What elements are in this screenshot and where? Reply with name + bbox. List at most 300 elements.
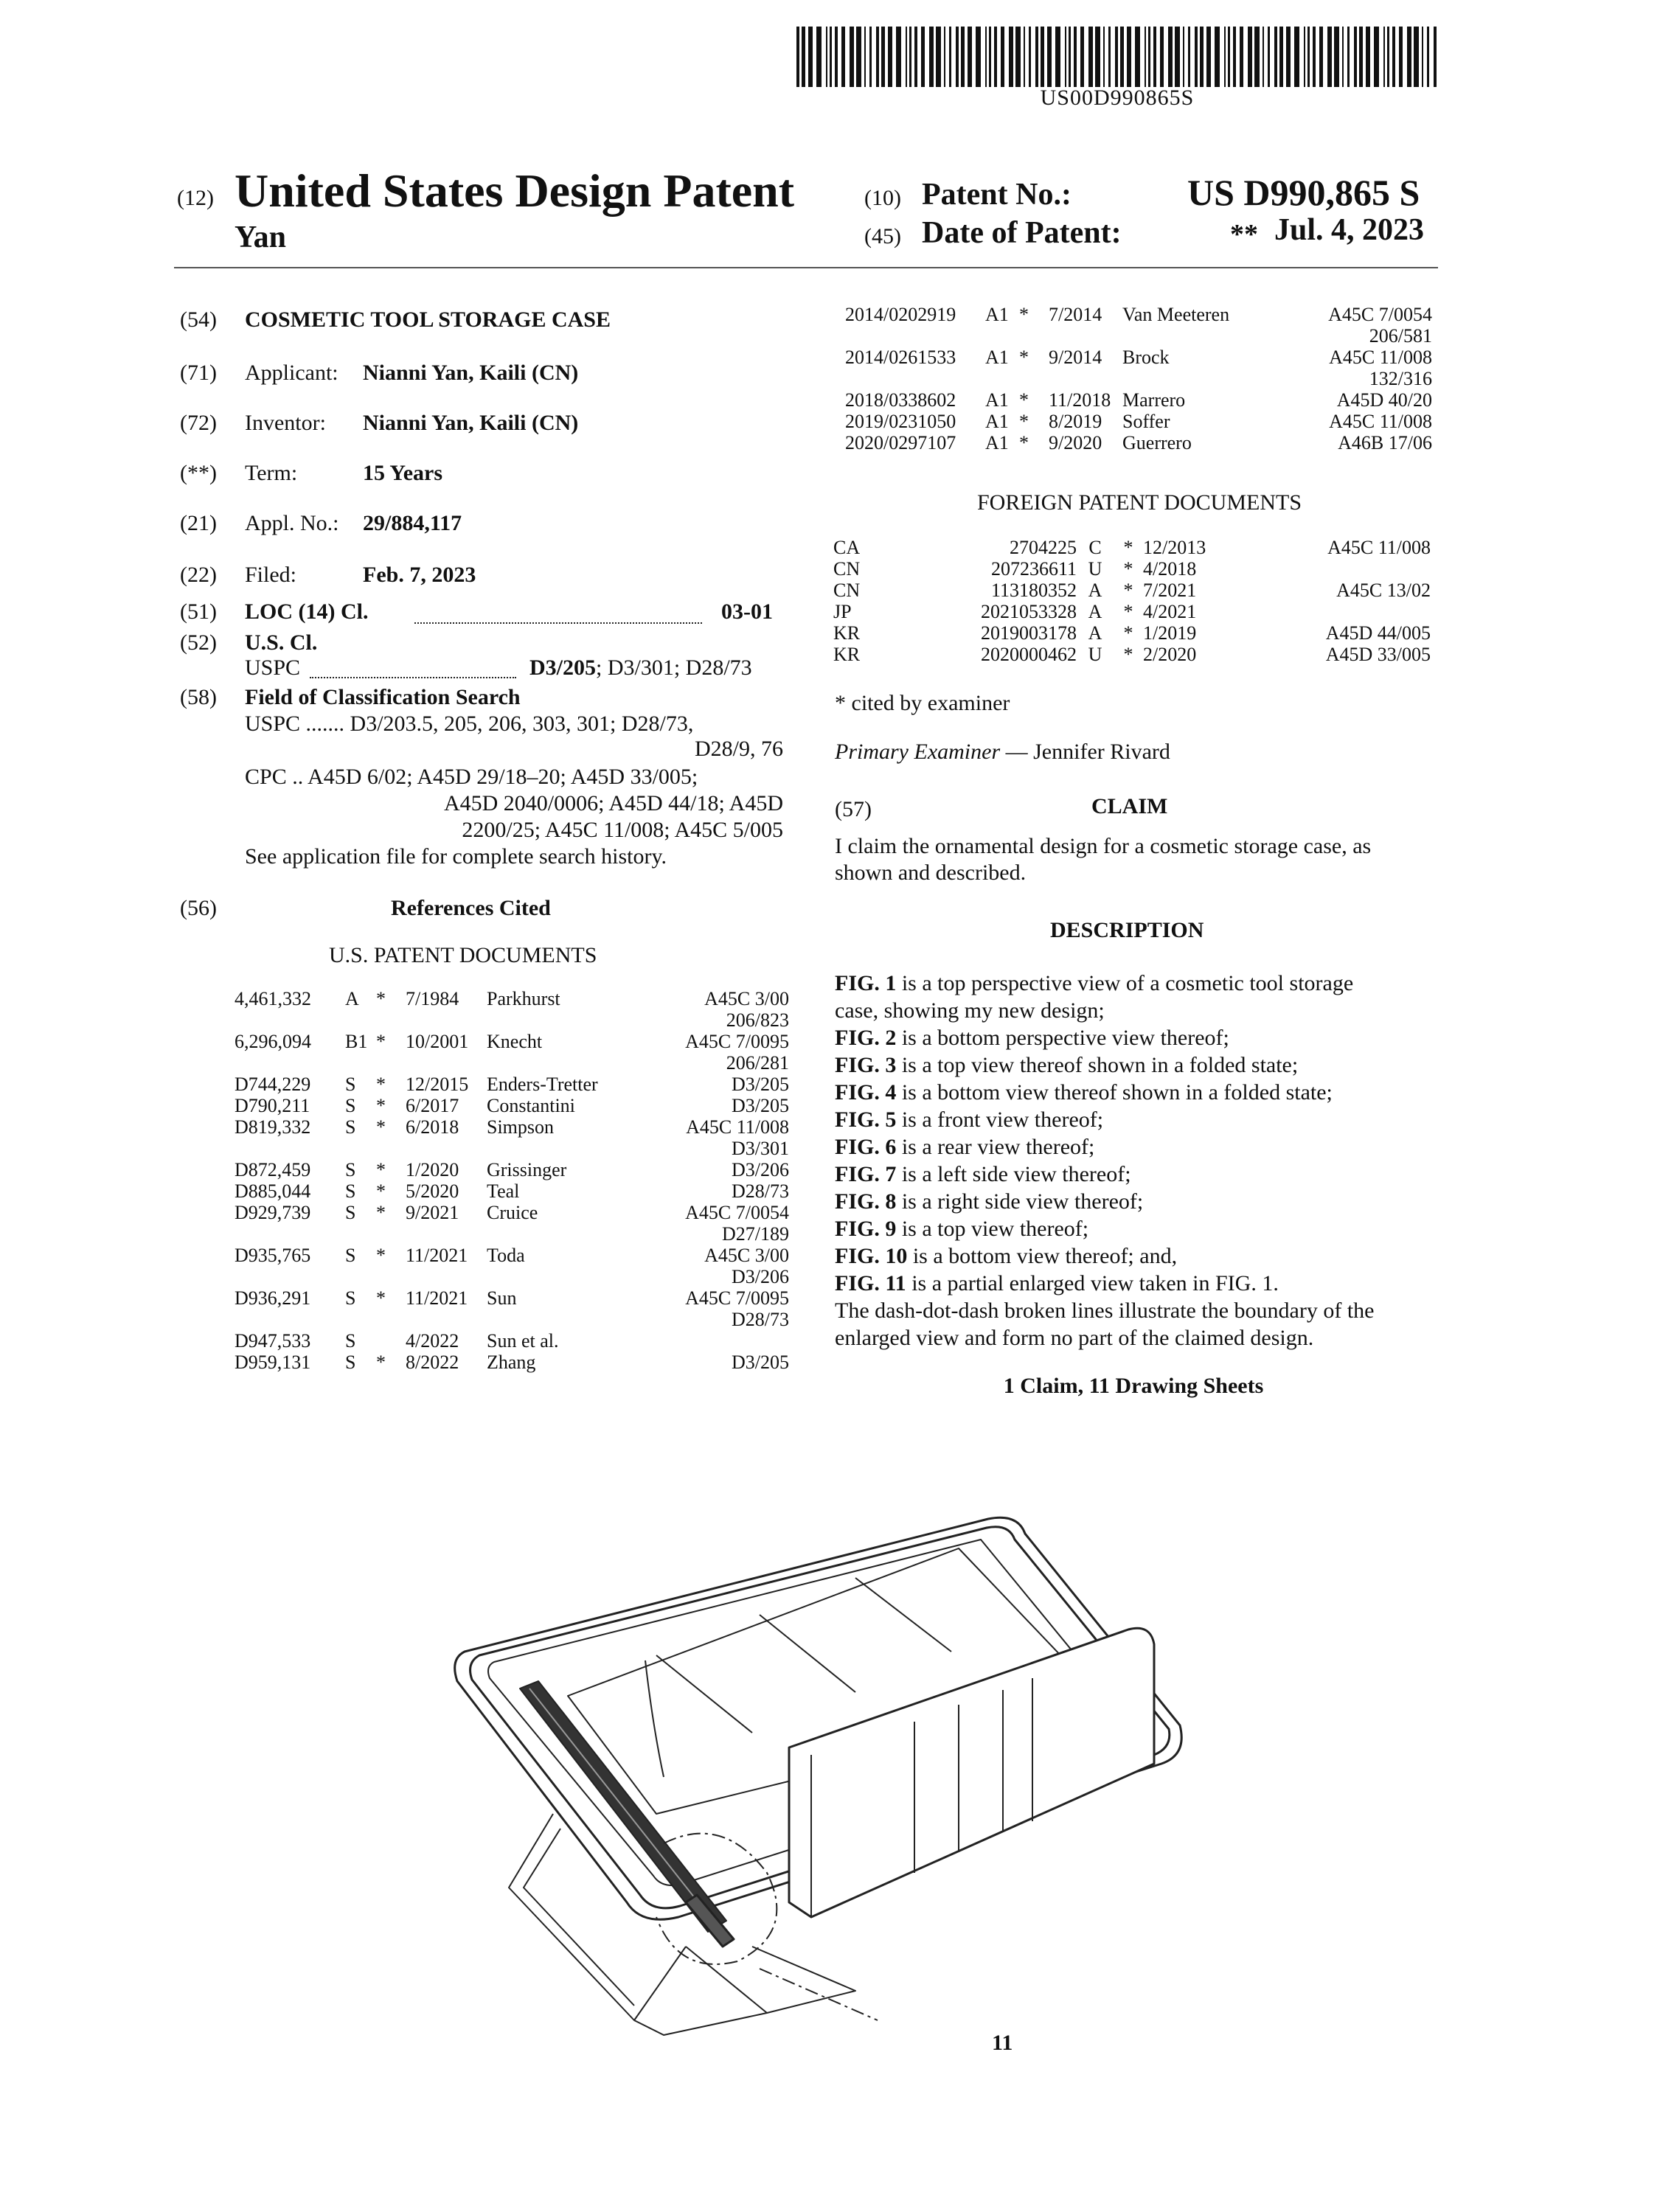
appl-no-value: 29/884,117 — [363, 511, 462, 535]
ref-class: D3/205 — [732, 1352, 789, 1373]
barcode-bar — [830, 27, 832, 87]
foreign-docs-title: FOREIGN PATENT DOCUMENTS — [976, 490, 1302, 515]
figure-description: is a top perspective view of a cosmetic tool storage — [896, 971, 1354, 995]
figure-label: FIG. 1 — [835, 971, 897, 995]
ref-name: Parkhurst — [487, 988, 560, 1009]
figure-label: FIG. 5 — [835, 1107, 897, 1132]
ref-class: D28/73 — [732, 1180, 789, 1202]
ref-cited-marker: * — [376, 1159, 386, 1180]
ref-kind: S — [345, 1287, 356, 1309]
barcode-bar — [1127, 27, 1131, 87]
ref-date: 12/2015 — [406, 1074, 469, 1095]
reference-row — [845, 432, 1432, 453]
barcode-bar — [1041, 27, 1044, 87]
barcode-bar — [1183, 27, 1184, 87]
ref-cited-marker: * — [376, 1116, 386, 1138]
ref-date: 7/2014 — [1049, 304, 1102, 325]
barcode-bar — [1145, 27, 1146, 87]
figure-label: FIG. 10 — [835, 1244, 908, 1268]
ref-kind: U — [1088, 558, 1102, 580]
ref-kind: A — [1088, 580, 1102, 601]
ref-date: 11/2021 — [406, 1287, 468, 1309]
ref-cited-marker: * — [376, 1245, 386, 1266]
barcode-bar — [1268, 27, 1270, 87]
reference-row — [235, 1031, 789, 1074]
ref-number: 2018/0338602 — [845, 389, 956, 411]
inid-56: (56) — [180, 896, 217, 920]
claim-text-line2: shown and described. — [835, 860, 1027, 885]
ref-name: Sun et al. — [487, 1330, 559, 1352]
search-history-note: See application file for complete search history. — [245, 844, 667, 869]
ref-kind: A1 — [985, 304, 1009, 325]
ref-date: 4/2021 — [1143, 601, 1197, 622]
barcode-bar — [1153, 27, 1156, 87]
ref-number: D935,765 — [235, 1245, 311, 1266]
ref-date: 11/2018 — [1049, 389, 1111, 411]
inid-71: (71) — [180, 361, 217, 385]
applicant-label: Applicant: — [245, 361, 338, 385]
barcode-bar — [1274, 27, 1277, 87]
description-line — [835, 1052, 1454, 1079]
loc-class-value: 03-01 — [721, 599, 773, 624]
ref-cited-marker — [376, 1330, 406, 1352]
ref-date: 9/2020 — [1049, 432, 1102, 453]
description-line — [835, 1270, 1454, 1298]
barcode-bar — [1392, 27, 1395, 87]
ref-kind: S — [345, 1245, 356, 1266]
ref-number: D744,229 — [235, 1074, 311, 1095]
inid-52: (52) — [180, 630, 217, 655]
reference-row — [235, 988, 789, 1031]
foreign-references-table — [833, 537, 1431, 665]
field-search-cpc-line2: A45D 2040/0006; A45D 44/18; A45D — [443, 791, 783, 815]
uspc-secondary: ; D3/301; D28/73 — [596, 655, 752, 680]
ref-class: A45D 44/005 — [1325, 622, 1431, 644]
ref-class-secondary: 206/281 — [726, 1052, 789, 1074]
barcode-bar — [921, 27, 925, 87]
barcode-bar — [1307, 27, 1310, 87]
ref-cited-marker: * — [1019, 432, 1029, 453]
barcode-bar — [985, 27, 987, 87]
barcode-bar — [1304, 27, 1305, 87]
inid-term: (**) — [180, 461, 217, 485]
us-references-continued — [845, 304, 1439, 453]
applicant-value: Nianni Yan, Kaili (CN) — [363, 361, 579, 385]
description-list — [835, 970, 1454, 1352]
ref-date: 5/2020 — [406, 1180, 459, 1202]
ref-kind: S — [345, 1074, 356, 1095]
barcode-bar — [994, 27, 997, 87]
figure-reference-number: 11 — [992, 2031, 1013, 2055]
ref-date: 10/2001 — [406, 1031, 469, 1052]
inid-12: (12) — [177, 186, 214, 210]
barcode-bar — [909, 27, 911, 87]
ref-cited-marker: * — [376, 1287, 386, 1309]
barcode-bar — [936, 27, 941, 87]
ref-country: CN — [833, 580, 861, 601]
inid-72: (72) — [180, 411, 217, 435]
reference-row — [235, 1159, 789, 1180]
barcode-bar — [1327, 27, 1332, 87]
inid-10: (10) — [864, 186, 901, 210]
figure-description: is a top view thereof shown in a folded state; — [896, 1053, 1299, 1077]
barcode-bar — [1374, 27, 1379, 87]
ref-number: 2014/0261533 — [845, 347, 956, 368]
ref-date: 12/2013 — [1143, 537, 1206, 558]
ref-kind: S — [345, 1352, 356, 1373]
ref-name: Zhang — [487, 1352, 536, 1373]
barcode-bar — [1115, 27, 1118, 87]
leader-dots — [414, 609, 702, 624]
description-title: DESCRIPTION — [1050, 918, 1204, 942]
ref-date: 1/2019 — [1143, 622, 1197, 644]
ref-date: 8/2022 — [406, 1352, 459, 1373]
ref-cited-marker: * — [1019, 347, 1029, 368]
barcode-bar — [835, 27, 838, 87]
ref-number: D929,739 — [235, 1202, 311, 1223]
figure-description: is a rear view thereof; — [896, 1135, 1095, 1159]
ref-number: 2021053328 — [981, 601, 1077, 622]
ref-number: 6,296,094 — [235, 1031, 311, 1052]
reference-row — [235, 1245, 789, 1287]
barcode-bar — [796, 27, 799, 87]
barcode-bar — [1366, 27, 1370, 87]
ref-kind: U — [1088, 644, 1102, 665]
inid-51: (51) — [180, 599, 217, 624]
description-line — [835, 1189, 1454, 1216]
ref-cited-marker: * — [376, 1095, 386, 1116]
ref-class: A45C 7/0095 — [685, 1287, 789, 1309]
description-line — [835, 1216, 1454, 1243]
representative-drawing — [442, 1430, 1195, 2079]
ref-date: 8/2019 — [1049, 411, 1102, 432]
ref-class-secondary: D3/301 — [732, 1138, 789, 1159]
ref-class: A45C 11/008 — [686, 1116, 789, 1138]
ref-class: A45C 3/00 — [704, 988, 789, 1009]
barcode-bar — [1263, 27, 1264, 87]
barcode-bar — [1407, 27, 1411, 87]
barcode-bar — [949, 27, 951, 87]
foreign-references-list — [833, 537, 1438, 665]
barcode-bar — [1188, 27, 1190, 87]
barcode-bar — [841, 27, 845, 87]
barcode-bar — [1015, 27, 1021, 87]
barcode — [796, 27, 1438, 87]
description-line — [835, 1134, 1454, 1161]
primary-examiner-name: — Jennifer Rivard — [1005, 740, 1170, 764]
claim-title: CLAIM — [1091, 794, 1168, 818]
reference-row — [845, 411, 1432, 432]
barcode-bar — [1248, 27, 1252, 87]
ref-name: Brock — [1122, 347, 1170, 368]
barcode-bar — [1228, 27, 1230, 87]
ref-date: 9/2014 — [1049, 347, 1102, 368]
barcode-bar — [881, 27, 885, 87]
barcode-bar — [1359, 27, 1363, 87]
ref-name: Toda — [487, 1245, 525, 1266]
ref-class-secondary: D3/206 — [732, 1266, 789, 1287]
description-line — [835, 1079, 1454, 1107]
inventor-surname: Yan — [235, 220, 287, 254]
ref-cited-marker: * — [376, 1352, 386, 1373]
ref-number: D885,044 — [235, 1180, 311, 1202]
ref-cited-marker: * — [1019, 304, 1029, 325]
description-line — [835, 998, 1454, 1025]
ref-name: Marrero — [1122, 389, 1186, 411]
barcode-bar — [1103, 27, 1105, 87]
ref-class: D3/206 — [732, 1159, 789, 1180]
figure-description: is a partial enlarged view taken in FIG. 1. — [906, 1271, 1279, 1295]
reference-row — [235, 1095, 789, 1116]
barcode-bar — [1434, 27, 1437, 87]
description-line — [835, 1325, 1454, 1352]
ref-name: Enders-Tretter — [487, 1074, 598, 1095]
ref-cited-marker: * — [376, 1202, 386, 1223]
ref-cited-marker: * — [1019, 389, 1029, 411]
ref-name: Knecht — [487, 1031, 543, 1052]
patent-no-label: Patent No.: — [922, 178, 1072, 212]
ref-class-secondary: D27/189 — [722, 1223, 789, 1245]
term-label: Term: — [245, 461, 298, 485]
barcode-bar — [1175, 27, 1180, 87]
figure-label: FIG. 7 — [835, 1162, 897, 1186]
barcode-bar — [1088, 27, 1093, 87]
figure-description: enlarged view and form no part of the claimed design. — [835, 1326, 1314, 1350]
reference-row — [235, 1287, 789, 1330]
inid-45: (45) — [864, 224, 901, 248]
barcode-bar — [808, 27, 813, 87]
barcode-bar — [1224, 27, 1226, 87]
ref-class: D3/205 — [732, 1095, 789, 1116]
figure-description: is a right side view thereof; — [896, 1189, 1144, 1214]
ref-name: Simpson — [487, 1116, 555, 1138]
ref-cited-marker: * — [376, 1074, 386, 1095]
barcode-bar — [1422, 27, 1423, 87]
filed-value: Feb. 7, 2023 — [363, 563, 476, 587]
uspc-label: USPC — [245, 655, 301, 680]
barcode-bar — [1055, 27, 1060, 87]
ref-name: Soffer — [1122, 411, 1170, 432]
term-value: 15 Years — [363, 461, 443, 485]
filed-label: Filed: — [245, 563, 297, 587]
figure-label: FIG. 8 — [835, 1189, 897, 1214]
barcode-bar — [1047, 27, 1052, 87]
barcode-bar — [1168, 27, 1173, 87]
ref-cited-marker: * — [1123, 558, 1133, 580]
barcode-bar — [1342, 27, 1344, 87]
barcode-bar — [1009, 27, 1013, 87]
barcode-bar — [1195, 27, 1198, 87]
ref-cited-marker: * — [1123, 644, 1133, 665]
barcode-bar — [826, 27, 827, 87]
ref-class: A45D 33/005 — [1325, 644, 1431, 665]
barcode-bar — [1254, 27, 1260, 87]
barcode-bar — [1065, 27, 1066, 87]
ref-class: A45C 7/0054 — [1328, 304, 1432, 325]
description-line — [835, 970, 1454, 998]
ref-kind: A1 — [985, 411, 1009, 432]
ref-number: 4,461,332 — [235, 988, 311, 1009]
barcode-bar — [1387, 27, 1389, 87]
field-search-uspc-line2: D28/9, 76 — [695, 737, 783, 761]
barcode-bar — [896, 27, 901, 87]
patent-number: US D990,865 S — [1187, 172, 1420, 213]
ref-kind: S — [345, 1159, 356, 1180]
ref-class: A45C 7/0095 — [685, 1031, 789, 1052]
ref-kind: A1 — [985, 432, 1009, 453]
ref-date: 1/2020 — [406, 1159, 459, 1180]
ref-class: A45C 11/008 — [1329, 411, 1432, 432]
figure-description: is a front view thereof; — [896, 1107, 1104, 1132]
barcode-bar — [1399, 27, 1403, 87]
barcode-bar — [1286, 27, 1291, 87]
ref-country: KR — [833, 644, 861, 665]
reference-row — [845, 304, 1432, 347]
ref-kind: B1 — [345, 1031, 368, 1052]
ref-date: 7/1984 — [406, 988, 459, 1009]
cited-by-examiner-note: * cited by examiner — [835, 691, 1010, 715]
ref-number: D790,211 — [235, 1095, 310, 1116]
field-search-cpc-line3: 2200/25; A45C 11/008; A45C 5/005 — [462, 818, 783, 842]
us-references-continued-table — [845, 304, 1432, 453]
reference-row — [845, 389, 1432, 411]
barcode-bar — [956, 27, 959, 87]
ref-cited-marker: * — [1123, 580, 1133, 601]
barcode-bar — [1215, 27, 1220, 87]
description-line — [835, 1107, 1454, 1134]
field-search-title: Field of Classification Search — [245, 685, 521, 709]
ref-name: Sun — [487, 1287, 517, 1309]
us-class-label: U.S. Cl. — [245, 630, 318, 655]
ref-date: 7/2021 — [1143, 580, 1197, 601]
ref-cited-marker: * — [376, 1180, 386, 1202]
ref-number: D959,131 — [235, 1352, 311, 1373]
ref-number: 2020/0297107 — [845, 432, 956, 453]
barcode-bar — [1074, 27, 1077, 87]
ref-class — [1239, 601, 1431, 622]
ref-cited-marker: * — [376, 1031, 386, 1052]
barcode-bar — [961, 27, 965, 87]
ref-kind: A — [1088, 622, 1102, 644]
ref-class-secondary: 206/581 — [1369, 325, 1432, 347]
description-line — [835, 1025, 1454, 1052]
figure-label: FIG. 11 — [835, 1271, 906, 1295]
description-line — [835, 1298, 1454, 1325]
inid-21: (21) — [180, 511, 217, 535]
barcode-bar — [1120, 27, 1124, 87]
date-of-patent: Jul. 4, 2023 — [1274, 213, 1425, 247]
ref-number: D947,533 — [235, 1330, 311, 1352]
barcode-bar — [876, 27, 879, 87]
ref-cited-marker: * — [1123, 601, 1133, 622]
ref-name: Constantini — [487, 1095, 575, 1116]
foreign-reference-row — [833, 537, 1431, 558]
barcode-bar — [1319, 27, 1323, 87]
loc-class-label: LOC (14) Cl. — [245, 599, 369, 624]
ref-number: 2019003178 — [981, 622, 1077, 644]
ref-date: 6/2018 — [406, 1116, 459, 1138]
ref-class: A45C 3/00 — [704, 1245, 789, 1266]
ref-number: 207236611 — [990, 558, 1077, 580]
ref-class: A45C 7/0054 — [685, 1202, 789, 1223]
barcode-bar — [1148, 27, 1150, 87]
ref-number: 2014/0202919 — [845, 304, 956, 325]
description-line — [835, 1161, 1454, 1189]
ref-class-secondary: 132/316 — [1369, 368, 1432, 389]
barcode-bar — [802, 27, 805, 87]
ref-kind: A1 — [985, 347, 1009, 368]
figure-description: The dash-dot-dash broken lines illustrate the boundary of the — [835, 1298, 1375, 1323]
figure-description: is a top view thereof; — [896, 1217, 1089, 1241]
ref-class: A45C 11/008 — [1329, 347, 1432, 368]
barcode-bar — [906, 27, 907, 87]
barcode-bar — [816, 27, 822, 87]
ref-date: 9/2021 — [406, 1202, 459, 1223]
field-search-uspc-line1: USPC ....... D3/203.5, 205, 206, 303, 301; D28/73, — [245, 712, 694, 736]
ref-name: Cruice — [487, 1202, 538, 1223]
barcode-bar — [1313, 27, 1316, 87]
ref-class-secondary: 206/823 — [726, 1009, 789, 1031]
foreign-reference-row — [833, 644, 1431, 665]
foreign-reference-row — [833, 558, 1431, 580]
ref-country: JP — [833, 601, 852, 622]
barcode-bar — [1347, 27, 1350, 87]
barcode-bar — [1080, 27, 1084, 87]
barcode-bar — [1206, 27, 1211, 87]
ref-number: D819,332 — [235, 1116, 311, 1138]
barcode-bar — [1108, 27, 1111, 87]
ref-class: A46B 17/06 — [1338, 432, 1432, 453]
ref-name: Teal — [487, 1180, 520, 1202]
ref-class: A45D 40/20 — [1336, 389, 1432, 411]
barcode-bar — [929, 27, 934, 87]
ref-kind: C — [1088, 537, 1102, 558]
ref-kind: S — [345, 1202, 356, 1223]
reference-row — [235, 1074, 789, 1095]
ref-cited-marker: * — [376, 988, 386, 1009]
primary-examiner-label: Primary Examiner — [835, 740, 1001, 764]
ref-class — [1239, 558, 1431, 580]
ref-kind: A — [345, 988, 359, 1009]
ref-class: A45C 11/008 — [1327, 537, 1431, 558]
barcode-bar — [869, 27, 872, 87]
ref-class-secondary: D28/73 — [732, 1309, 789, 1330]
ref-number: D872,459 — [235, 1159, 311, 1180]
barcode-bar — [888, 27, 892, 87]
barcode-bar — [914, 27, 917, 87]
reference-row — [235, 1352, 789, 1373]
inid-22: (22) — [180, 563, 217, 587]
barcode-bar — [1233, 27, 1236, 87]
barcode-bar — [1383, 27, 1385, 87]
barcode-bar — [1354, 27, 1357, 87]
ref-date: 6/2017 — [406, 1095, 459, 1116]
foreign-reference-row — [833, 580, 1431, 601]
barcode-bar — [1414, 27, 1419, 87]
us-references-table — [235, 988, 789, 1373]
inventor-label: Inventor: — [245, 411, 326, 435]
barcode-bar — [1334, 27, 1339, 87]
barcode-bar — [1200, 27, 1204, 87]
barcode-bar — [976, 27, 981, 87]
barcode-bar — [1029, 27, 1031, 87]
inid-54: (54) — [180, 307, 217, 332]
barcode-bar — [850, 27, 854, 87]
reference-row — [235, 1202, 789, 1245]
ref-country: KR — [833, 622, 861, 644]
figure-label: FIG. 3 — [835, 1053, 897, 1077]
figure-description: is a left side view thereof; — [896, 1162, 1131, 1186]
